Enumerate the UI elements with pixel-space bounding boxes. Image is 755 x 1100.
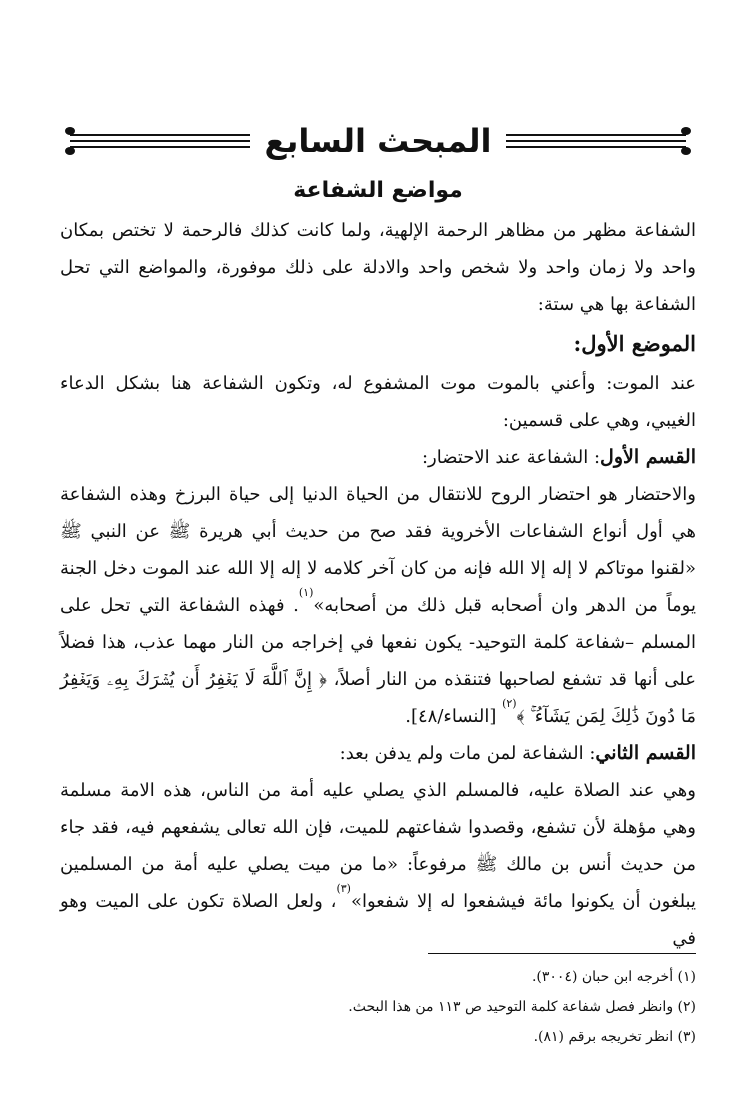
paragraph-section2: وهي عند الصلاة عليه، فالمسلم الذي يصلي عليه أمة من الناس، هذه الامة مسلمة وهي مؤهلة لأن تشفع، وقصدوا شفاعتهم للميت، فإن الله تعالى يشفعهم فيه، فقد جاء من حديث أنس بن مالك ﷺ مرفوعاً: «ما من ميت يصلي عليه أمة من المسلمين يبلغون أن يكونوا مائة فيشفعوا له إلا شفعوا»$^{(٣)}$، ولعل الصلاة تكون على الميت وهو في [60,780,696,949]
paragraph-intro: الشفاعة مظهر من مظاهر الرحمة الإلهية، ولما كانت كذلك فالرحمة لا تختص بمكان واحد ولا زمان واحد ولا شخص واحد والادلة على ذلك موفورة، والمواضع التي تحل الشفاعة بها هي ستة: [60,220,696,315]
paragraph-place1: عند الموت: وأعني بالموت موت المشفوع له، وتكون الشفاعة هنا بشكل الدعاء الغيبي، وهي على قسمين: [60,373,696,431]
body-text [60,212,696,957]
footnote-ref-2: (٢) [502,697,517,710]
footnote-1: (١) أخرجه ابن حبان (٣٠٠٤). [531,969,696,985]
footnote-2: (٢) وانظر فصل شفاعة كلمة التوحيد ص ١١٣ من هذا البحث. [348,999,696,1015]
subsection-1-label: القسم الأول [600,446,696,468]
footnote-ref-3: (٣) [336,882,351,895]
chapter-title: المبحث السابع [60,120,696,162]
footnotes [60,962,696,1052]
subsection-2 [60,735,696,772]
subsection-2-title: : الشفاعة لمن مات ولم يدفن بعد: [339,743,596,764]
footnote-3: (٣) انظر تخريجه برقم (٨١). [533,1029,696,1045]
chapter-header [60,118,696,166]
paragraph-section1: والاحتضار هو احتضار الروح للانتقال من الحياة الدنيا إلى حياة البرزخ وهذه الشفاعة هي أول أنواع الشفاعات الأخروية فقد صح من حديث أبي هريرة ﷺ عن النبي ﷺ «لقنوا موتاكم لا إله إلا الله فإنه من كان آخر كلامه لا إله إلا الله عند الموت دخل الجنة يوماً من الدهر وان أصحابه قبل ذلك من أصحابه»$^{(١)}$. فهذه الشفاعة التي تحل على المسلم –شفاعة كلمة التوحيد- يكون نفعها في إخراجه من النار مهما عذب، هذا فضلاً على أنها قد تشفع لصاحبها فتنقذه من النار أصلاً، ﴿ إِنَّ ٱللَّهَ لَا يَغۡفِرُ أَن يُشۡرَكَ بِهِۦ وَيَغۡفِرُ مَا دُونَ ذَٰلِكَ لِمَن يَشَآءُ ۚ ﴾$^{(٢)}$ [النساء/٤٨]. [60,484,696,727]
footnote-divider [428,953,696,954]
subsection-1 [60,439,696,476]
place-heading: الموضع الأول: [573,331,696,356]
subsection-1-title: : الشفاعة عند الاحتضار: [421,447,601,468]
footnote-ref-1: (١) [298,586,314,599]
subsection-2-label: القسم الثاني [595,742,696,764]
section-title: مواضع الشفاعة [293,178,463,203]
